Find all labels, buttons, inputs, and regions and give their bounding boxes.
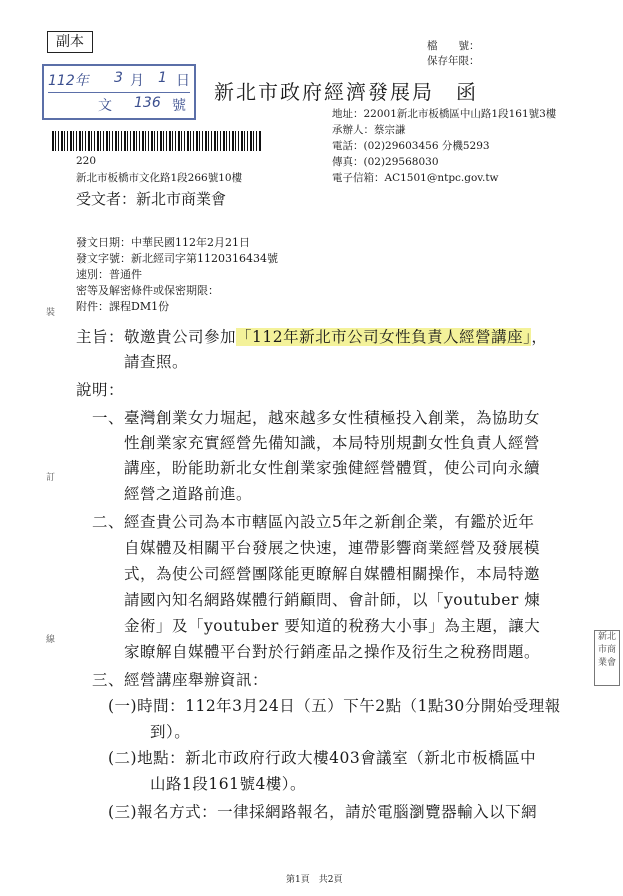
barcode <box>52 131 262 151</box>
issue-date: 發文日期：中華民國112年2月21日 <box>76 236 250 249</box>
received-year: 112年 <box>48 73 89 89</box>
side-seal-line-3: 業會 <box>597 658 616 668</box>
file-number-label: 檔 號： <box>427 40 480 52</box>
contact-phone: 電話：(02)29603456 分機5293 <box>332 140 490 152</box>
contact-fax: 傳真：(02)29568030 <box>332 156 439 168</box>
received-month: 3 <box>114 70 123 86</box>
received-day-unit: 日 <box>176 73 190 89</box>
paragraph-1-line-4: 經營之道路前進。 <box>124 485 253 503</box>
binding-mark-zhuang: 裝 <box>46 308 56 318</box>
recipient-zip: 220 <box>76 155 97 167</box>
recipient-address: 新北市板橋市文化路1段266號10樓 <box>76 172 243 184</box>
subject-suffix: ， <box>531 328 548 346</box>
received-docno-row <box>48 93 190 117</box>
page-footer: 第1頁 共2頁 <box>286 875 343 885</box>
paragraph-1-line-2: 性創業家充實經營先備知識，本局特別規劃女性負責人經營 <box>124 434 541 452</box>
side-seal-stamp <box>594 630 620 686</box>
subject-prefix: 主旨：敬邀貴公司參加 <box>76 328 237 346</box>
paragraph-1-line-3: 講座，盼能助新北女性創業家強健經營體質，使公司向永續 <box>124 459 541 477</box>
explanation-label: 說明： <box>76 381 125 399</box>
received-day: 1 <box>158 70 167 86</box>
contact-email: 電子信箱：AC1501@ntpc.gov.tw <box>332 172 499 184</box>
item-2-line-1: (二)地點：新北市政府行政大樓403會議室（新北市板橋區中 <box>108 749 537 767</box>
speed-class: 速別：普通件 <box>76 268 142 281</box>
paragraph-2-line-3: 式，為使公司經營團隊能更瞭解自媒體相關操作，本局特邀 <box>124 565 541 583</box>
agency-title: 新北市政府經濟發展局 函 <box>214 80 478 104</box>
secrecy-level: 密等及解密條件或保密期限： <box>76 284 219 297</box>
item-1-line-1: (一)時間：112年3月24日（五）下午2點（1點30分開始受理報 <box>108 697 561 715</box>
subject-highlight: 「112年新北市公司女性負責人經營講座」 <box>236 328 532 346</box>
contact-address: 地址：22001新北市板橋區中山路1段161號3樓 <box>332 108 557 120</box>
received-doc-prefix: 文 <box>98 98 112 114</box>
received-date-row <box>48 68 190 93</box>
paragraph-2-line-2: 自媒體及相關平台發展之快速，連帶影響商業經營及發展模 <box>124 539 541 557</box>
received-date-stamp <box>42 64 196 120</box>
binding-mark-ding: 訂 <box>46 473 56 483</box>
subject-line-2: 請查照。 <box>124 353 189 371</box>
received-doc-number: 136 <box>134 95 161 111</box>
side-seal-line-1: 新北 <box>597 632 616 642</box>
attachment: 附件：課程DM1份 <box>76 300 170 313</box>
paragraph-3-line-1: 三、經營講座舉辦資訊： <box>92 671 269 689</box>
retention-label: 保存年限： <box>427 55 480 67</box>
item-2-line-2: 山路1段161號4樓）。 <box>150 775 307 793</box>
received-month-unit: 月 <box>130 73 144 89</box>
side-seal-line-2: 市商 <box>597 645 616 655</box>
contact-handler: 承辦人：蔡宗謙 <box>332 124 406 136</box>
subject-line <box>76 325 547 347</box>
recipient-name: 受文者：新北市商業會 <box>76 190 227 208</box>
item-1-line-2: 到）。 <box>150 723 191 741</box>
copy-stamp: 副本 <box>47 31 93 53</box>
paragraph-2-line-5: 金術」及「youtuber 要知道的稅務大小事」為主題，讓大 <box>124 617 541 635</box>
received-doc-unit: 號 <box>172 98 186 114</box>
issue-number: 發文字號：新北經司字第1120316434號 <box>76 252 278 265</box>
binding-mark-xian: 線 <box>46 635 56 645</box>
paragraph-1-line-1: 一、臺灣創業女力堀起，越來越多女性積極投入創業，為協助女 <box>92 409 541 427</box>
paragraph-2-line-4: 請國內知名網路媒體行銷顧問、會計師，以「youtuber 煉 <box>124 591 541 609</box>
item-3-line-1: (三)報名方式：一律採網路報名，請於電腦瀏覽器輸入以下網 <box>108 803 538 821</box>
paragraph-2-line-1: 二、經查貴公司為本市轄區內設立5年之新創企業，有鑑於近年 <box>92 513 535 531</box>
paragraph-2-line-6: 家瞭解自媒體平台對於行銷產品之操作及衍生之稅務問題。 <box>124 643 541 661</box>
